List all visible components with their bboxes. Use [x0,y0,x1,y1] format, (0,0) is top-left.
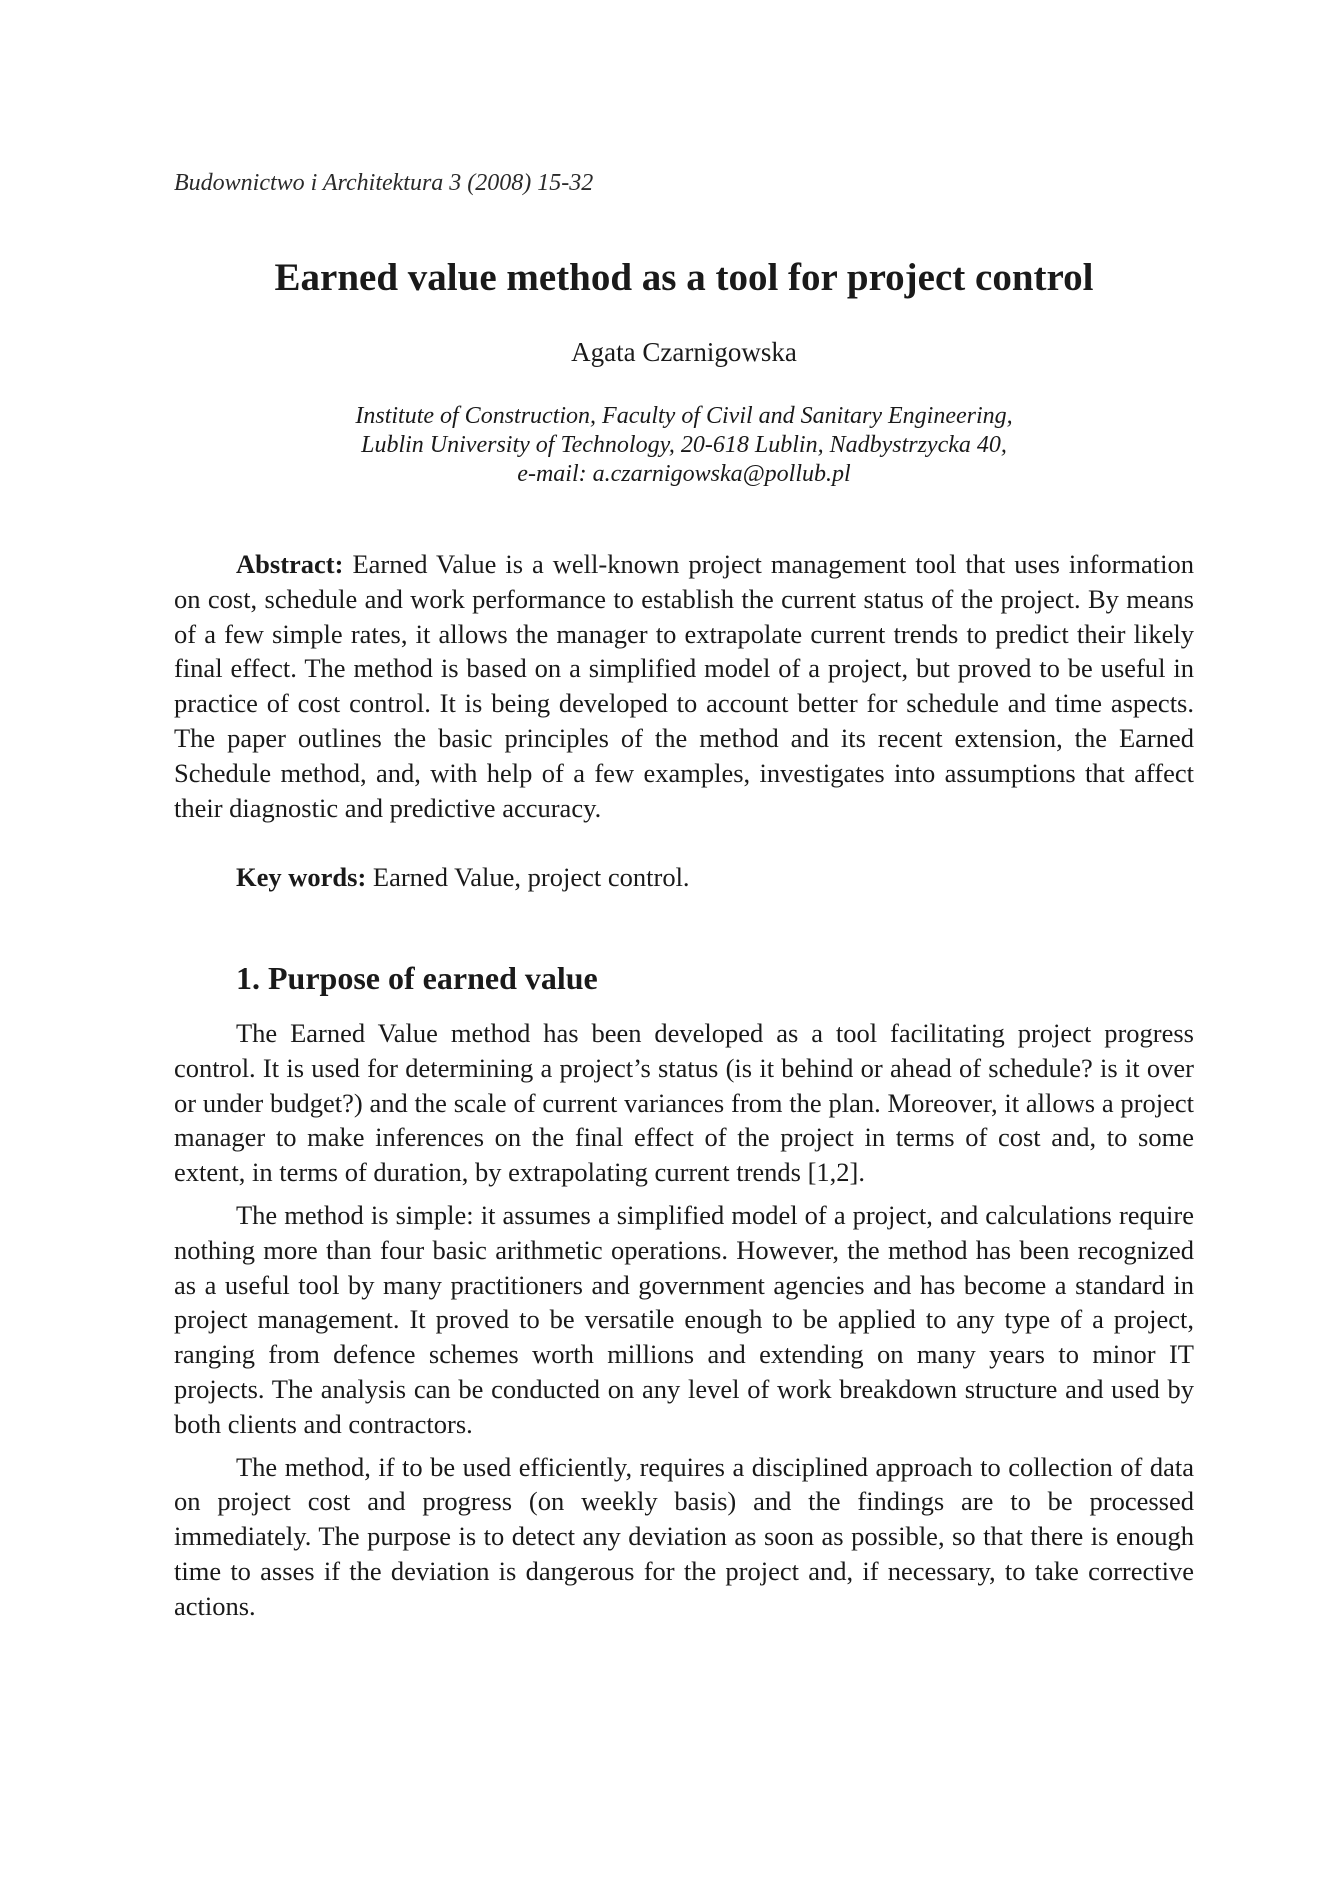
section-heading: 1. Purpose of earned value [236,960,598,996]
keywords-block [174,860,1194,895]
abstract-label: Abstract: [236,549,344,579]
paper-title: Earned value method as a tool for project control [274,256,1094,299]
body-paragraph: The Earned Value method has been developed as a tool facilitating project progress control. It is used for determining a project’s status (is it behind or ahead of schedule? is it over or under budget?) and the scale of current variances from the plan. Moreover, it allows a project manager to make inferences on the final effect of the project in terms of cost and, to some extent, in terms of duration, by extrapolating current trends [1,2]. [174,1018,1194,1188]
affiliation-email: e-mail: a.czarnigowska@pollub.pl [517,461,851,487]
abstract-text: Earned Value is a well-known project management tool that uses information on cost, schedule and work performance to establish the current status of the project. By means of a few simple rates, it allows the manager to extrapolate current trends to predict their likely final effect. The method is based on a simplified model of a project, but proved to be useful in practice of cost control. It is being developed to account better for schedule and time aspects. The paper outlines the basic principles of the method and its recent extension, the Earned Schedule method, and, with help of a few examples, investigates into assumptions that affect their diagnostic and predictive accuracy. [174,549,1194,823]
journal-reference: Budownictwo i Architektura 3 (2008) 15-32 [174,170,594,196]
abstract-block [174,547,1194,825]
author-affiliation [174,402,1194,489]
keywords-label: Key words: [236,862,367,892]
keywords-text: Earned Value, project control. [372,862,690,892]
affiliation-line-1: Institute of Construction, Faculty of Civil and Sanitary Engineering, [355,403,1013,429]
affiliation-line-2: Lublin University of Technology, 20-618 Lublin, Nadbystrzycka 40, [361,432,1007,458]
author-name: Agata Czarnigowska [571,337,797,367]
section-body [174,1016,1194,1624]
body-paragraph: The method is simple: it assumes a simplified model of a project, and calculations require nothing more than four basic arithmetic operations. However, the method has been recognized as a useful tool by many practitioners and government agencies and has become a standard in project management. It proved to be versatile enough to be applied to any type of a project, ranging from defence schemes worth millions and extending on many years to minor IT projects. The analysis can be conducted on any level of work breakdown structure and used by both clients and contractors. [174,1199,1194,1439]
abstract-paragraph [174,547,1194,825]
body-paragraph: The method, if to be used efficiently, requires a disciplined approach to collection of data on project cost and progress (on weekly basis) and the findings are to be processed immediately. The purpose is to detect any deviation as soon as possible, so that there is enough time to asses if the deviation is dangerous for the project and, if necessary, to take corrective actions. [174,1451,1194,1621]
keywords-paragraph [174,860,1194,895]
